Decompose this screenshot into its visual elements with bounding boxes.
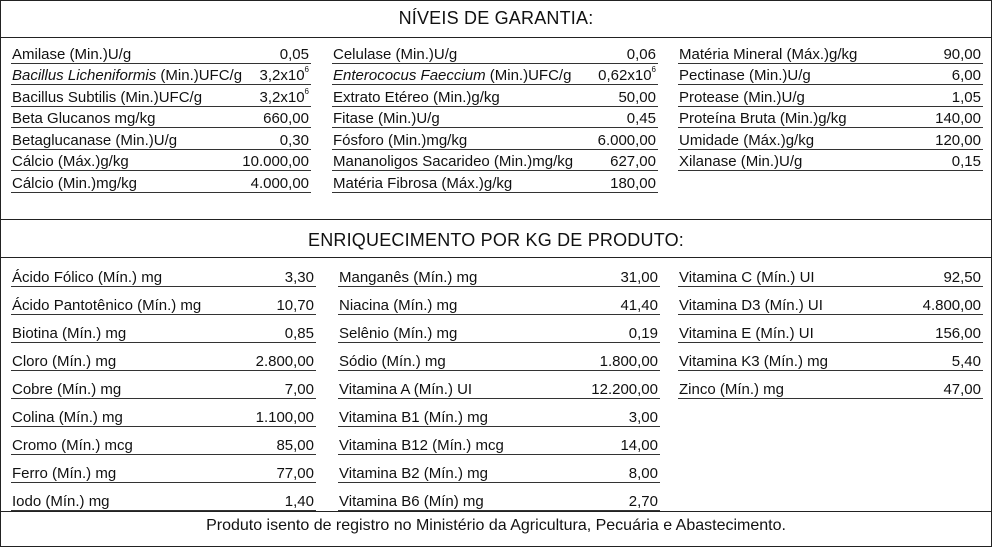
value-number: 0,85 xyxy=(284,325,314,342)
nutrient-row xyxy=(11,128,311,150)
nutrient-row xyxy=(11,64,311,86)
nutrient-row xyxy=(338,343,660,371)
nutrient-name: Pectinase (Min.)U/g xyxy=(679,67,811,84)
nutrient-value xyxy=(620,437,658,454)
nutrient-name: Ácido Pantotênico (Mín.) mg xyxy=(12,297,202,314)
value-number: 2.800,00 xyxy=(255,353,314,370)
nutrient-value xyxy=(591,381,658,398)
nutrient-value xyxy=(242,153,309,170)
nutrient-name: Vitamina B2 (Mín.) mg xyxy=(339,465,488,482)
value-number: 85,00 xyxy=(276,437,314,454)
value-number: 41,40 xyxy=(620,297,658,314)
value-number: 0,30 xyxy=(279,131,309,149)
nutrient-name: Bacillus Subtilis (Min.)UFC/g xyxy=(12,88,203,106)
nutrient-name: Celulase (Min.)U/g xyxy=(333,45,458,63)
nutrient-value xyxy=(259,86,310,106)
nutrient-value xyxy=(256,409,314,426)
nutrient-name: Selênio (Mín.) mg xyxy=(339,325,458,342)
value-number: 77,00 xyxy=(276,465,314,482)
value-number: 6.000,00 xyxy=(597,131,656,149)
nutrient-row xyxy=(678,42,983,64)
value-number: 627,00 xyxy=(610,153,656,170)
nutrient-value xyxy=(629,493,658,510)
nutrient-value xyxy=(629,409,658,426)
guarantee-column-2 xyxy=(332,42,658,193)
nutrient-name: Extrato Etéreo (Min.)g/kg xyxy=(333,88,500,106)
nutrient-name: Vitamina B1 (Mín.) mg xyxy=(339,409,488,426)
divider xyxy=(1,37,991,38)
value-number: 1,40 xyxy=(284,493,314,510)
nutrient-row xyxy=(678,371,983,399)
nutrient-value xyxy=(251,175,309,192)
nutrient-name: Manganês (Mín.) mg xyxy=(339,269,478,286)
nutrient-row xyxy=(678,107,983,129)
value-number: 140,00 xyxy=(935,110,981,127)
nutrient-row xyxy=(332,64,658,86)
divider xyxy=(1,219,991,220)
nutrient-name: Fósforo (Min.)mg/kg xyxy=(333,131,468,149)
nutrient-name xyxy=(12,67,242,84)
nutrient-row xyxy=(11,85,311,107)
value-number: 1,05 xyxy=(951,88,981,106)
nutrient-value xyxy=(280,46,309,63)
nutrient-row xyxy=(338,455,660,483)
nutrient-value xyxy=(943,46,981,63)
value-number: 3,00 xyxy=(628,409,658,426)
nutrient-row xyxy=(11,427,316,455)
nutrient-name: Cálcio (Min.)mg/kg xyxy=(12,174,138,192)
nutrient-name: Matéria Mineral (Máx.)g/kg xyxy=(679,45,858,63)
nutrient-value xyxy=(285,269,314,286)
nutrient-row xyxy=(678,85,983,107)
nutrient-value xyxy=(935,132,981,149)
nutrient-value xyxy=(935,325,981,342)
value-number: 10.000,00 xyxy=(242,153,309,170)
value-number: 5,40 xyxy=(951,353,981,370)
nutrient-name: Sódio (Mín.) mg xyxy=(339,353,446,370)
nutrient-name: Fitase (Min.)U/g xyxy=(333,110,440,127)
value-exponent: 6 xyxy=(304,86,309,96)
nutrient-name: Matéria Fibrosa (Máx.)g/kg xyxy=(333,174,513,192)
nutrient-value xyxy=(627,46,656,63)
nutrient-name: Niacina (Mín.) mg xyxy=(339,297,458,314)
nutrient-row xyxy=(678,150,983,172)
nutrient-value xyxy=(618,89,656,106)
nutrient-name: Cromo (Mín.) mcg xyxy=(12,437,133,454)
nutrient-value xyxy=(285,493,314,510)
nutrient-row xyxy=(338,259,660,287)
value-number: 4.000,00 xyxy=(250,174,309,192)
nutrient-value xyxy=(627,110,656,127)
nutrient-row xyxy=(11,371,316,399)
value-number: 7,00 xyxy=(284,381,314,398)
nutrient-row xyxy=(678,64,983,86)
value-number: 2,70 xyxy=(628,493,658,510)
nutrient-row xyxy=(338,315,660,343)
nutrient-row xyxy=(678,343,983,371)
nutrient-row xyxy=(11,107,311,129)
value-number: 6,00 xyxy=(951,67,981,84)
enrichment-column-1 xyxy=(11,259,316,511)
nutrient-value xyxy=(620,269,658,286)
nutrient-name: Iodo (Mín.) mg xyxy=(12,493,110,510)
value-number: 156,00 xyxy=(935,325,981,342)
nutrient-value xyxy=(598,132,656,149)
nutrient-name: Betaglucanase (Min.)U/g xyxy=(12,131,178,149)
nutrient-row xyxy=(11,315,316,343)
nutrient-name: Protease (Min.)U/g xyxy=(679,88,805,106)
value-number: 0,06 xyxy=(626,45,656,63)
nutrient-value xyxy=(276,437,314,454)
value-number: 3,2x10 xyxy=(259,67,305,84)
nutrient-value xyxy=(952,153,981,170)
enrichment-column-2 xyxy=(338,259,660,511)
nutrient-name xyxy=(333,67,571,84)
value-number: 50,00 xyxy=(618,88,656,106)
nutrient-value xyxy=(263,110,309,127)
guarantee-levels-title: NÍVEIS DE GARANTIA: xyxy=(398,8,594,28)
nutrient-row xyxy=(678,315,983,343)
nutrient-unit: (Min.)UFC/g xyxy=(485,67,572,84)
value-number: 92,50 xyxy=(943,269,981,286)
nutrient-name: Cloro (Mín.) mg xyxy=(12,353,117,370)
nutrient-value xyxy=(260,67,310,84)
nutrient-value xyxy=(610,175,656,192)
nutrient-value xyxy=(600,353,658,370)
nutrient-value xyxy=(943,269,981,286)
enrichment-column-3 xyxy=(678,259,983,399)
nutrient-unit: (Min.)UFC/g xyxy=(156,67,243,84)
registration-exemption-note: Produto isento de registro no Ministério da Agricultura, Pecuária e Abastecimento. xyxy=(206,517,786,534)
value-number: 0,62x10 xyxy=(598,67,652,84)
nutrient-value xyxy=(935,110,981,127)
nutrient-value xyxy=(620,297,658,314)
value-exponent: 6 xyxy=(304,65,309,74)
nutrient-name: Mananoligos Sacarideo (Min.)mg/kg xyxy=(333,153,574,170)
nutrient-value xyxy=(952,67,981,84)
nutrient-value xyxy=(256,353,314,370)
nutrient-row xyxy=(338,287,660,315)
value-number: 14,00 xyxy=(620,437,658,454)
value-number: 4.800,00 xyxy=(922,297,981,314)
enrichment-title: ENRIQUECIMENTO POR KG DE PRODUTO: xyxy=(308,230,684,250)
value-number: 0,15 xyxy=(951,153,981,170)
organism-name: Bacillus Licheniformis xyxy=(12,67,157,84)
nutrient-name: Ácido Fólico (Mín.) mg xyxy=(12,269,163,286)
nutrient-value xyxy=(280,132,309,149)
nutrient-name: Cobre (Mín.) mg xyxy=(12,381,122,398)
value-number: 1.800,00 xyxy=(599,353,658,370)
nutrient-value xyxy=(923,297,981,314)
nutrient-row xyxy=(678,259,983,287)
divider xyxy=(1,511,991,512)
value-number: 0,19 xyxy=(628,325,658,342)
value-number: 3,2x10 xyxy=(259,88,305,106)
nutrient-name: Vitamina E (Mín.) UI xyxy=(679,325,814,342)
nutrient-row xyxy=(11,42,311,64)
value-number: 3,30 xyxy=(284,269,314,286)
value-number: 31,00 xyxy=(620,269,658,286)
guarantee-column-3 xyxy=(678,42,983,171)
value-number: 0,45 xyxy=(626,110,656,127)
value-number: 120,00 xyxy=(935,131,981,149)
guarantee-column-1 xyxy=(11,42,311,193)
nutrient-value xyxy=(943,381,981,398)
nutrient-row xyxy=(332,107,658,129)
nutrient-name: Vitamina D3 (Mín.) UI xyxy=(679,297,823,314)
nutrient-row xyxy=(338,483,660,511)
value-number: 10,70 xyxy=(276,297,314,314)
nutrient-name: Zinco (Mín.) mg xyxy=(679,381,785,398)
nutrient-value xyxy=(276,465,314,482)
value-number: 660,00 xyxy=(263,110,309,127)
value-number: 1.100,00 xyxy=(255,409,314,426)
nutrient-name: Colina (Mín.) mg xyxy=(12,409,123,426)
nutrient-row xyxy=(11,455,316,483)
value-number: 47,00 xyxy=(943,381,981,398)
nutrient-name: Beta Glucanos mg/kg xyxy=(12,110,156,127)
nutrient-row xyxy=(11,483,316,511)
nutrient-value xyxy=(276,297,314,314)
nutrient-row xyxy=(11,171,311,193)
nutrient-value xyxy=(285,325,314,342)
nutrient-name: Vitamina B12 (Mín.) mcg xyxy=(339,437,504,454)
nutrient-name: Umidade (Máx.)g/kg xyxy=(679,131,815,149)
value-number: 8,00 xyxy=(628,465,658,482)
nutrient-value xyxy=(629,325,658,342)
nutrient-name: Xilanase (Min.)U/g xyxy=(679,153,803,170)
value-number: 180,00 xyxy=(610,174,656,192)
nutrient-value xyxy=(952,89,981,106)
nutrient-value xyxy=(285,381,314,398)
nutrient-name: Biotina (Mín.) mg xyxy=(12,325,127,342)
nutrient-row xyxy=(332,42,658,64)
nutrient-row xyxy=(11,287,316,315)
nutrient-name: Vitamina B6 (Mín) mg xyxy=(339,493,484,510)
nutrient-name: Proteína Bruta (Min.)g/kg xyxy=(679,110,847,127)
nutrient-row xyxy=(338,371,660,399)
value-exponent: 6 xyxy=(651,65,656,74)
nutrient-value xyxy=(952,353,981,370)
nutrient-value xyxy=(598,67,656,84)
nutrient-row xyxy=(332,128,658,150)
nutrient-name: Vitamina K3 (Mín.) mg xyxy=(679,353,828,370)
nutrient-row xyxy=(11,259,316,287)
nutrient-name: Cálcio (Máx.)g/kg xyxy=(12,153,129,170)
nutrient-row xyxy=(678,128,983,150)
nutrient-value xyxy=(629,465,658,482)
nutrient-row xyxy=(678,287,983,315)
value-number: 12.200,00 xyxy=(591,381,658,398)
nutrient-row xyxy=(11,399,316,427)
nutrient-row xyxy=(332,171,658,193)
organism-name: Enterococus Faeccium xyxy=(333,67,486,84)
value-number: 90,00 xyxy=(943,45,981,63)
divider xyxy=(1,257,991,258)
nutrient-row xyxy=(332,150,658,172)
nutrient-name: Ferro (Mín.) mg xyxy=(12,465,117,482)
nutrient-row xyxy=(338,427,660,455)
nutrient-row xyxy=(338,399,660,427)
nutrient-row xyxy=(11,150,311,172)
nutrient-row xyxy=(332,85,658,107)
value-number: 0,05 xyxy=(279,45,309,63)
nutrient-name: Vitamina C (Mín.) UI xyxy=(679,269,815,286)
nutrient-row xyxy=(11,343,316,371)
nutrient-name: Vitamina A (Mín.) UI xyxy=(339,381,473,398)
nutrient-name: Amilase (Min.)U/g xyxy=(12,45,132,63)
nutrient-value xyxy=(610,153,656,170)
